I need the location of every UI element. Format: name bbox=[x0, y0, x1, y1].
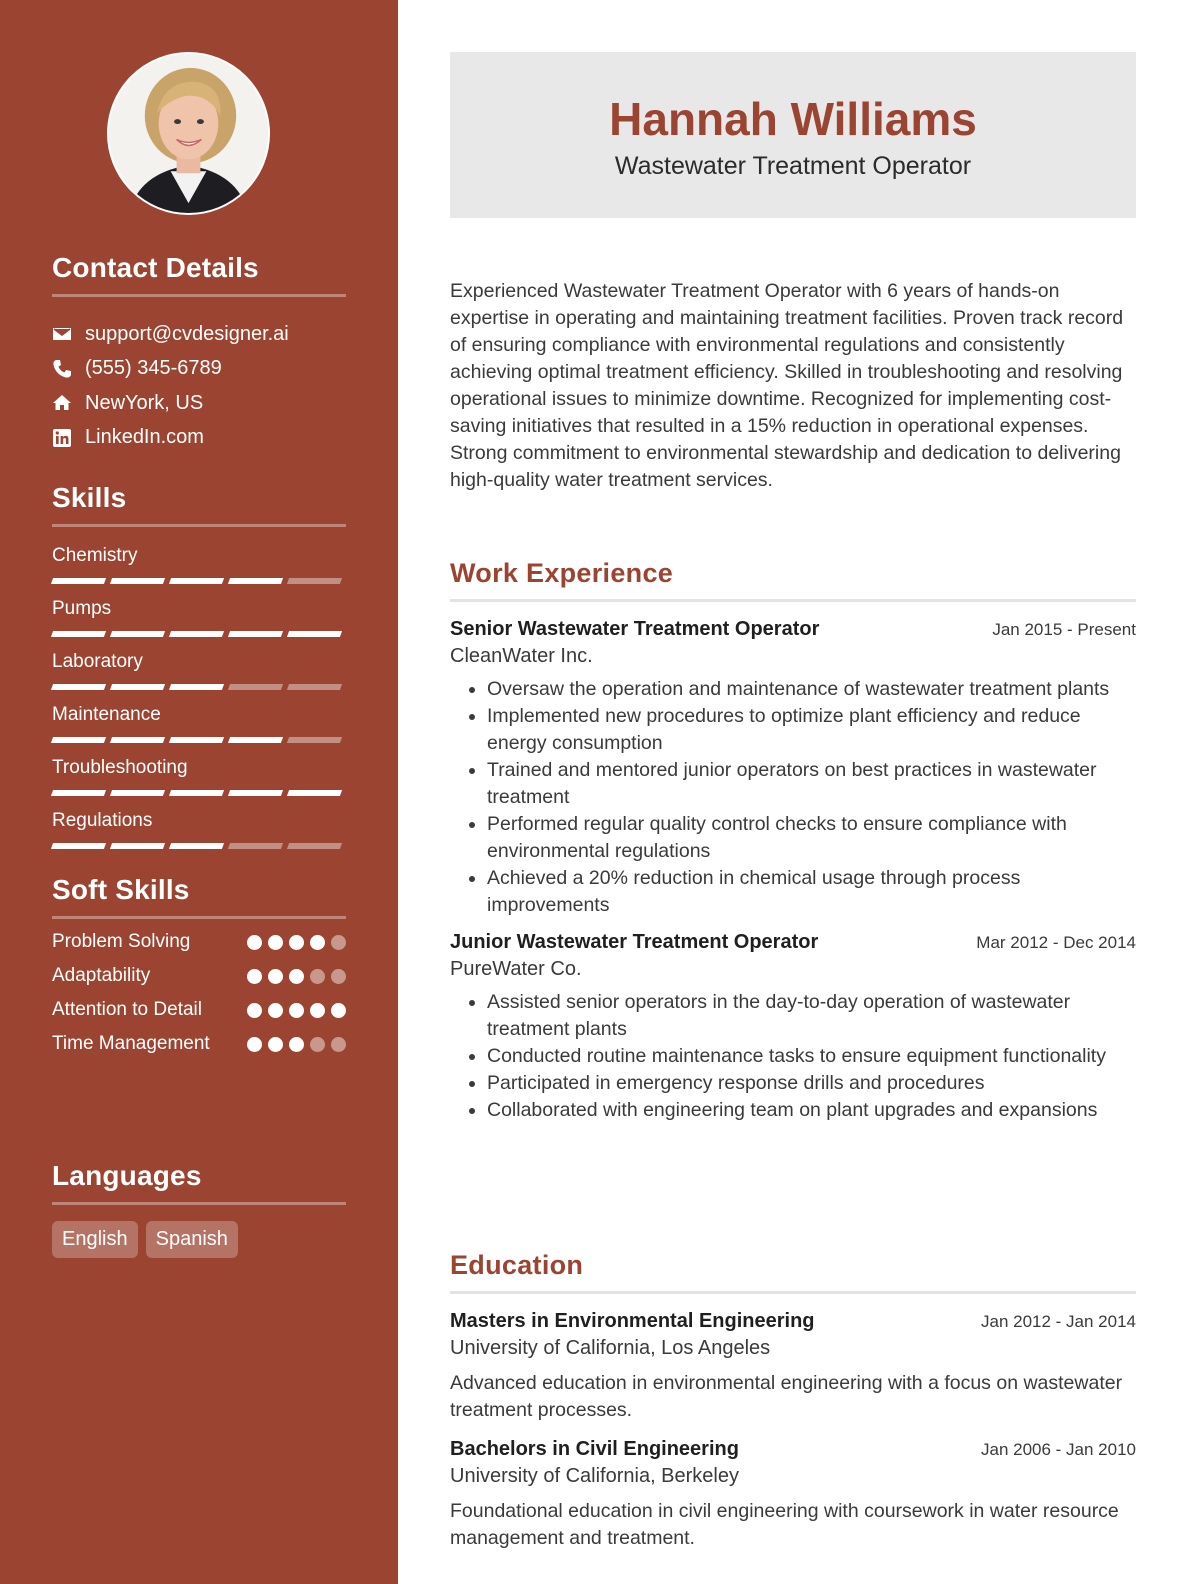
skill-level-segment bbox=[287, 790, 342, 796]
job-company: CleanWater Inc. bbox=[450, 645, 593, 667]
skill-level-segment bbox=[51, 684, 106, 690]
rating-dot bbox=[331, 969, 346, 984]
skill-level-segment bbox=[228, 790, 283, 796]
skill-item bbox=[52, 702, 346, 743]
work-heading: Work Experience bbox=[450, 558, 1136, 602]
skill-level-segment bbox=[287, 578, 342, 584]
soft-skill-rating bbox=[247, 997, 346, 1018]
soft-skill-rating bbox=[247, 929, 346, 950]
skill-item bbox=[52, 808, 346, 849]
rating-dot bbox=[268, 1003, 283, 1018]
education-description: Advanced education in environmental engineering with a focus on wastewater treatment processes. bbox=[450, 1372, 1123, 1421]
skill-level-bar bbox=[52, 790, 346, 796]
skill-level-segment bbox=[287, 843, 342, 849]
rating-dot bbox=[268, 1037, 283, 1052]
skill-name: Pumps bbox=[52, 598, 112, 619]
soft-skill-name: Adaptability bbox=[52, 965, 151, 986]
rating-dot bbox=[268, 969, 283, 984]
skill-item bbox=[52, 649, 346, 690]
skill-level-segment bbox=[110, 843, 165, 849]
rating-dot bbox=[289, 935, 304, 950]
soft-skill-rating bbox=[247, 1031, 346, 1052]
skill-level-segment bbox=[110, 790, 165, 796]
contact-location-text: NewYork, US bbox=[85, 391, 204, 414]
skill-level-bar bbox=[52, 737, 346, 743]
languages-list bbox=[52, 1221, 346, 1258]
skill-level-segment bbox=[169, 631, 224, 637]
job-title: Senior Wastewater Treatment Operator bbox=[450, 618, 820, 640]
skill-level-segment bbox=[169, 578, 224, 584]
skill-level-segment bbox=[287, 737, 342, 743]
skill-level-segment bbox=[110, 684, 165, 690]
soft-skill-item bbox=[52, 929, 346, 955]
skill-level-segment bbox=[169, 790, 224, 796]
soft-skill-item bbox=[52, 997, 346, 1023]
rating-dot bbox=[247, 969, 262, 984]
skill-level-segment bbox=[228, 737, 283, 743]
soft-skill-name: Time Management bbox=[52, 1033, 210, 1054]
skill-level-segment bbox=[169, 684, 224, 690]
skill-name: Regulations bbox=[52, 810, 153, 831]
skill-level-segment bbox=[169, 843, 224, 849]
skills-list bbox=[52, 543, 346, 849]
school-name: University of California, Berkeley bbox=[450, 1465, 739, 1487]
home-icon bbox=[52, 393, 72, 413]
soft-skill-name: Attention to Detail bbox=[52, 999, 202, 1020]
job-date: Jan 2015 - Present bbox=[992, 620, 1136, 639]
skill-name: Troubleshooting bbox=[52, 757, 188, 778]
skill-level-segment bbox=[51, 737, 106, 743]
job-bullet: • Trained and mentored junior operators on best practices in wastewater treatment bbox=[487, 757, 1136, 811]
contact-section bbox=[52, 252, 346, 455]
degree-title: Masters in Environmental Engineering bbox=[450, 1310, 815, 1332]
job-bullet: • Assisted senior operators in the day-to-day operation of wastewater treatment plants bbox=[487, 989, 1136, 1043]
job-bullet: • Collaborated with engineering team on plant upgrades and expansions bbox=[487, 1097, 1136, 1124]
job-date: Mar 2012 - Dec 2014 bbox=[976, 933, 1136, 952]
skill-level-segment bbox=[228, 684, 283, 690]
avatar bbox=[107, 52, 270, 215]
skill-name: Chemistry bbox=[52, 545, 138, 566]
rating-dot bbox=[247, 1037, 262, 1052]
header-box bbox=[450, 52, 1136, 218]
skill-item bbox=[52, 755, 346, 796]
skill-level-bar bbox=[52, 684, 346, 690]
skill-level-segment bbox=[169, 737, 224, 743]
job-bullet: • Conducted routine maintenance tasks to ensure equipment functionality bbox=[487, 1043, 1136, 1070]
sidebar bbox=[0, 0, 398, 1584]
language-pill: English bbox=[52, 1221, 138, 1258]
contact-phone[interactable] bbox=[52, 352, 346, 387]
skill-level-bar bbox=[52, 631, 346, 637]
skill-level-segment bbox=[51, 843, 106, 849]
job-bullet: • Oversaw the operation and maintenance of wastewater treatment plants bbox=[487, 676, 1136, 703]
rating-dot bbox=[310, 1037, 325, 1052]
skill-item bbox=[52, 543, 346, 584]
contact-heading: Contact Details bbox=[52, 252, 346, 297]
rating-dot bbox=[289, 969, 304, 984]
skill-level-segment bbox=[51, 578, 106, 584]
contact-linkedin[interactable] bbox=[52, 421, 346, 456]
envelope-icon bbox=[52, 324, 72, 344]
soft-skills-list bbox=[52, 929, 346, 1057]
soft-skill-item bbox=[52, 1031, 346, 1057]
rating-dot bbox=[247, 935, 262, 950]
rating-dot bbox=[331, 1037, 346, 1052]
candidate-role: Wastewater Treatment Operator bbox=[614, 152, 972, 180]
contact-linkedin-text: LinkedIn.com bbox=[85, 426, 204, 449]
skill-level-segment bbox=[287, 684, 342, 690]
candidate-name: Hannah Williams bbox=[609, 93, 977, 145]
contact-email[interactable] bbox=[52, 317, 346, 352]
soft-skill-rating bbox=[247, 963, 346, 984]
skill-item bbox=[52, 596, 346, 637]
school-name: University of California, Los Angeles bbox=[450, 1337, 771, 1359]
job-bullet: • Performed regular quality control checks to ensure compliance with environmental regulations bbox=[487, 811, 1136, 865]
job-bullet: • Participated in emergency response drills and procedures bbox=[487, 1070, 1136, 1097]
phone-icon bbox=[52, 359, 72, 379]
education-entry bbox=[450, 1310, 1136, 1424]
summary-text: Experienced Wastewater Treatment Operator with 6 years of hands-on expertise in operating and maintaining treatment facilities. Proven track record of ensuring compliance with environmental regulations and consistently achieving optimal treatment efficiency. Skilled in troubleshooting and resolving operational issues to minimize downtime. Recognized for implementing cost-saving initiatives that resulted in a 15% reduction in operational expenses. Strong commitment to environmental stewardship and dedication to delivering high-quality water treatment services. bbox=[450, 280, 1124, 491]
job-title: Junior Wastewater Treatment Operator bbox=[450, 931, 819, 953]
rating-dot bbox=[310, 1003, 325, 1018]
skill-level-segment bbox=[228, 631, 283, 637]
skill-level-segment bbox=[51, 631, 106, 637]
rating-dot bbox=[331, 1003, 346, 1018]
rating-dot bbox=[268, 935, 283, 950]
skills-section bbox=[52, 482, 346, 849]
contact-phone-text: (555) 345-6789 bbox=[85, 357, 222, 380]
languages-heading: Languages bbox=[52, 1160, 346, 1205]
education-entry bbox=[450, 1438, 1136, 1552]
rating-dot bbox=[310, 969, 325, 984]
skill-name: Maintenance bbox=[52, 704, 161, 725]
job-company: PureWater Co. bbox=[450, 958, 582, 980]
skill-level-bar bbox=[52, 843, 346, 849]
job-bullets bbox=[450, 989, 1136, 1124]
education-description: Foundational education in civil engineering with coursework in water resource management and treatment. bbox=[450, 1500, 1119, 1549]
rating-dot bbox=[310, 935, 325, 950]
linkedin-icon bbox=[52, 428, 72, 448]
education-date: Jan 2006 - Jan 2010 bbox=[980, 1440, 1136, 1459]
soft-skill-item bbox=[52, 963, 346, 989]
job-entry bbox=[450, 618, 1136, 919]
skill-level-segment bbox=[110, 737, 165, 743]
skill-level-segment bbox=[110, 578, 165, 584]
skill-level-segment bbox=[110, 631, 165, 637]
job-bullet: • Achieved a 20% reduction in chemical usage through process improvements bbox=[487, 865, 1136, 919]
skill-level-segment bbox=[287, 631, 342, 637]
rating-dot bbox=[289, 1003, 304, 1018]
languages-section bbox=[52, 1160, 346, 1258]
job-bullets bbox=[450, 676, 1136, 919]
rating-dot bbox=[289, 1037, 304, 1052]
education-heading: Education bbox=[450, 1250, 1136, 1294]
skills-heading: Skills bbox=[52, 482, 346, 527]
skill-level-bar bbox=[52, 578, 346, 584]
skill-level-segment bbox=[51, 790, 106, 796]
job-entry bbox=[450, 931, 1136, 1124]
soft-skill-name: Problem Solving bbox=[52, 931, 191, 952]
rating-dot bbox=[331, 935, 346, 950]
language-pill: Spanish bbox=[146, 1221, 238, 1258]
soft-skills-section bbox=[52, 874, 346, 1057]
profile-photo bbox=[109, 54, 268, 213]
education-section bbox=[450, 1250, 1136, 1552]
degree-title: Bachelors in Civil Engineering bbox=[450, 1438, 739, 1460]
contact-location bbox=[52, 386, 346, 421]
contact-email-text: support@cvdesigner.ai bbox=[85, 322, 289, 345]
soft-skills-heading: Soft Skills bbox=[52, 874, 346, 919]
education-date: Jan 2012 - Jan 2014 bbox=[980, 1312, 1136, 1331]
skill-name: Laboratory bbox=[52, 651, 143, 672]
skill-level-segment bbox=[228, 578, 283, 584]
contact-list bbox=[52, 317, 346, 455]
skill-level-segment bbox=[228, 843, 283, 849]
rating-dot bbox=[247, 1003, 262, 1018]
work-section bbox=[450, 558, 1136, 1124]
job-bullet: • Implemented new procedures to optimize plant efficiency and reduce energy consumption bbox=[487, 703, 1136, 757]
